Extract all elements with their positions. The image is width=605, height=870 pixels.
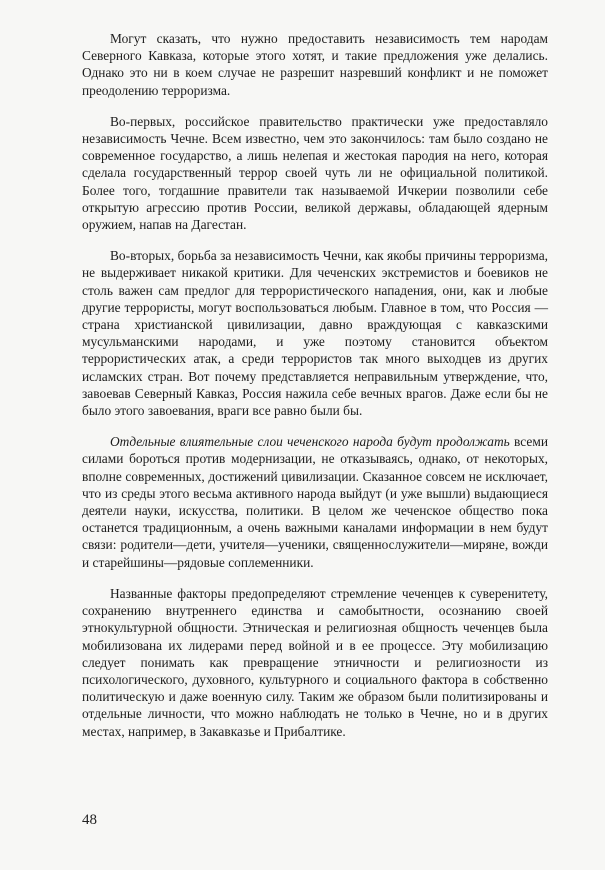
paragraph-4 [82,433,548,571]
paragraph-4-rest: всеми силами бороться против модернизации, не отказываясь, однако, от некоторых, вполне современных, достижений цивилизации. Сказанное совсем не исключает, что из среды этого весьма активного народа выйдут (и уже вышли) выдающиеся деятели науки, искусства, политики. В целом же чеченское общество пока останется традиционным, а очень важными каналами информации в нем будут связи: родители—дети, учителя—ученики, священнослужители—миряне, вожди и старейшины—рядовые соплеменники. [82,434,548,570]
paragraph-1: Могут сказать, что нужно предоставить независимость тем народам Северного Кавказа, которые этого хотят, и такие предложения уже делались. Однако это ни в коем случае не разрешит назревший конфликт и не поможет преодолению терроризма. [82,31,548,98]
page-number: 48 [82,812,97,828]
page-body-text [82,30,548,742]
paragraph-5: Названные факторы предопределяют стремление чеченцев к суверенитету, сохранению внутреннего единства и самобытности, осознанию своей этнокультурной общности. Этническая и религиозная общность чеченцев была мобилизована их лидерами перед войной и в ее процессе. Эту мобилизацию следует понимать как превращение этничности и религиозности из психологического, духовного, культурного и социального фактора в собственно политическую и даже военную силу. Таким же образом были политизированы и отдельные личности, что можно наблюдать не только в Чечне, но и в других местах, например, в Закавказье и Прибалтике. [82,585,548,739]
paragraph-3: Во-вторых, борьба за независимость Чечни, как якобы причины терроризма, не выдерживает никакой критики. Для чеченских экстремистов и боевиков не столь важен сам предлог для террористического нападения, они, как и любые другие террористы, могут воспользоваться любым. Главное в том, что Россия — страна христианской цивилизации, давно враждующая с кавказскими мусульманскими народами, и уже поэтому становится объектом террористических атак, а среди террористов так много выходцев из других исламских стран. Вот почему представляется неправильным утверждение, что, завоевав Северный Кавказ, Россия нажила себе вечных врагов. Даже если бы не было этого завоевания, враги все равно были бы. [82,248,548,419]
paragraph-2: Во-первых, российское правительство практически уже предоставляло независимость Чечне. Всем известно, чем это закончилось: там было создано не современное государство, а лишь нелепая и жестокая пародия на него, которая сделала государственный террор своей чуть ли не официальной политикой. Более того, тогдашние правители так называемой Ичкерии позволили себе открытую агрессию против России, великой державы, обладающей ядерным оружием, напав на Дагестан. [82,113,548,233]
paragraph-4-italic-lead: Отдельные влиятельные слои чеченского народа будут продолжать [110,434,510,450]
